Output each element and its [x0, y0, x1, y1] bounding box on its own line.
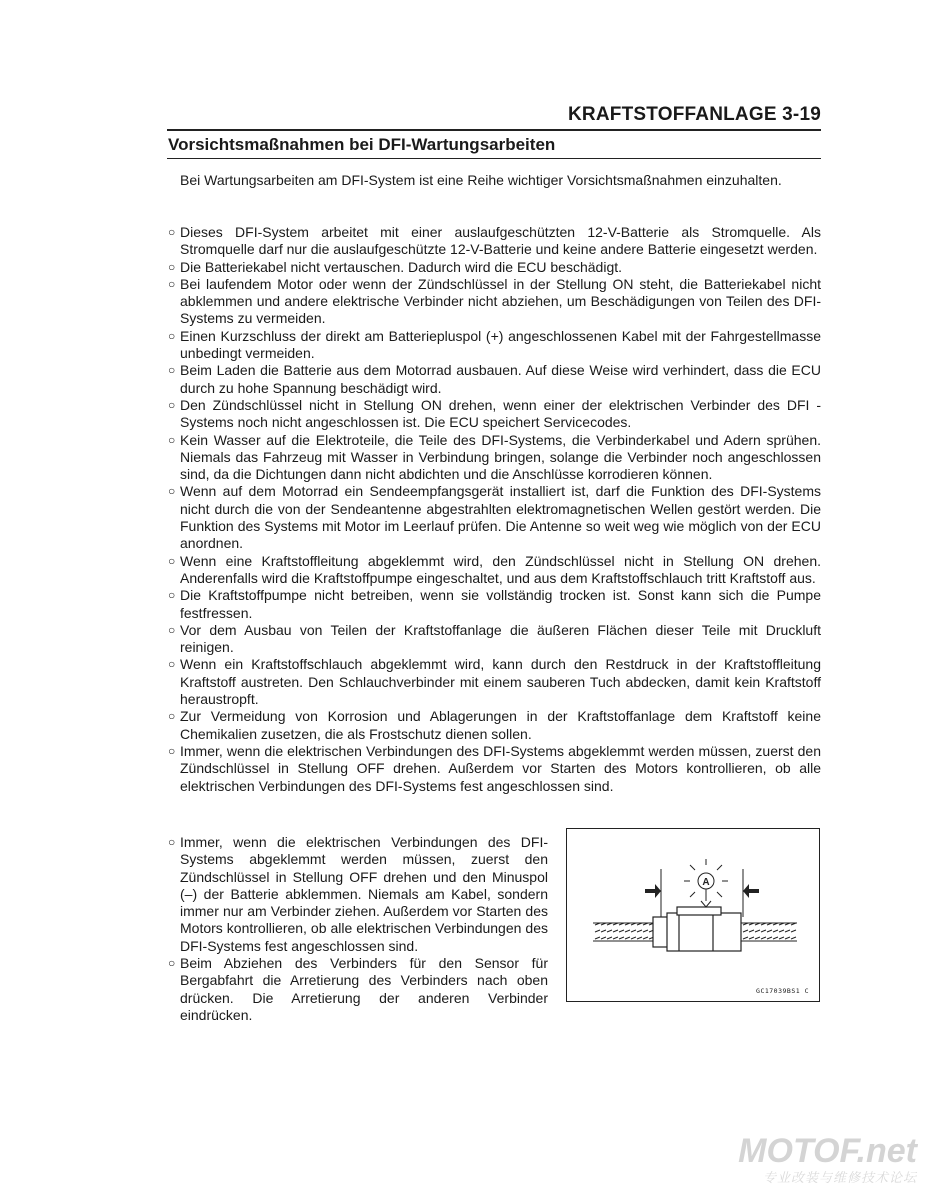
circle-bullet-icon: ○	[168, 259, 176, 274]
chapter-header: KRAFTSTOFFANLAGE 3-19	[568, 104, 821, 125]
watermark-tagline: 专业改装与维修技术论坛	[762, 1170, 917, 1185]
precaution-text: Die Kraftstoffpumpe nicht betreiben, wenn sie vollständig trocken ist. Sonst kann sich die Pumpe festfressen.	[180, 587, 821, 621]
circle-bullet-icon: ○	[168, 743, 176, 758]
precaution-text: Wenn eine Kraftstoffleitung abgeklemmt wird, den Zündschlüssel nicht in Stellung ON drehen. Anderenfalls wird die Kraftstoffpumpe eingeschaltet, und aus dem Kraftstoffschlauch tritt Kraftstoff aus.	[180, 552, 821, 586]
left-cable	[593, 923, 659, 941]
precaution-item	[168, 622, 821, 657]
watermark	[738, 1132, 917, 1186]
precaution-item	[168, 834, 548, 955]
precaution-item	[168, 362, 821, 397]
circle-bullet-icon: ○	[168, 328, 176, 343]
connector-diagram	[567, 829, 821, 1003]
connector-body	[653, 907, 741, 951]
right-cable	[739, 923, 797, 941]
circle-bullet-icon: ○	[168, 225, 176, 239]
intro-paragraph: Bei Wartungsarbeiten am DFI-System ist eine Reihe wichtiger Vorsichtsmaßnahmen einzuhalten.	[180, 172, 782, 188]
precaution-text: Wenn auf dem Motorrad ein Sendeempfangsgerät installiert ist, darf die Funktion des DFI-Systems nicht durch die von der Sendeantenne abgestrahlten elektromagnetischen Wellen gestört werden. Die Funktion des Systems mit Motor im Leerlauf prüfen. Die Antenne so weit weg wie möglich von der ECU anordnen.	[180, 483, 821, 552]
circle-bullet-icon: ○	[168, 363, 176, 378]
connector-precaution-list	[168, 834, 548, 1024]
header-rule	[167, 129, 821, 131]
precaution-item	[168, 259, 821, 276]
circle-bullet-icon: ○	[168, 432, 176, 447]
precaution-text: Beim Abziehen des Verbinders für den Sensor für Bergabfahrt die Arretierung des Verbinders nach oben drücken. Die Arretierung der anderen Verbinder eindrücken.	[180, 955, 548, 1023]
precaution-list	[168, 224, 821, 795]
precaution-item	[168, 587, 821, 622]
precaution-item	[168, 432, 821, 484]
circle-bullet-icon: ○	[168, 657, 176, 672]
circle-bullet-icon: ○	[168, 588, 176, 603]
precaution-text: Immer, wenn die elektrischen Verbindungen des DFI-Systems abgeklemmt werden müssen, zuerst den Zündschlüssel in Stellung OFF drehen und den Minuspol (–) der Batterie abklemmen. Niemals am Kabel, sondern immer nur am Verbinder ziehen. Außerdem vor Starten des Motors kontrollieren, ob alle elektrischen Verbindungen des DFI-Systems fest angeschlossen sind.	[180, 834, 548, 954]
precaution-text: Die Batteriekabel nicht vertauschen. Dadurch wird die ECU beschädigt.	[180, 258, 623, 275]
precaution-item	[168, 483, 821, 552]
right-press-arrow	[743, 884, 759, 898]
precaution-item	[168, 553, 821, 588]
precaution-text: Kein Wasser auf die Elektroteile, die Teile des DFI-Systems, die Verbinderkabel und Adern sprühen. Niemals das Fahrzeug mit Wasser in Verbindung bringen, solange die Verbinder noch angeschlossen sind, da die Dichtungen dann nicht abdichten und die Anschlüsse korrodieren können.	[180, 431, 821, 483]
section-rule	[167, 158, 821, 159]
circle-bullet-icon: ○	[168, 622, 176, 637]
watermark-logo: MOTOF.net	[738, 1132, 917, 1170]
circle-bullet-icon: ○	[168, 553, 176, 568]
precaution-text: Bei laufendem Motor oder wenn der Zündschlüssel in der Stellung ON steht, die Batteriekabel nicht abklemmen und andere elektrische Verbinder nicht abziehen, um Beschädigungen von Teilen des DFI-Systems zu vermeiden.	[180, 275, 821, 327]
precaution-text: Den Zündschlüssel nicht in Stellung ON drehen, wenn einer der elektrischen Verbinder des DFI -Systems noch nicht angeschlossen ist. Die ECU speichert Servicecodes.	[180, 396, 821, 431]
precaution-text: Beim Laden die Batterie aus dem Motorrad ausbauen. Auf diese Weise wird verhindert, dass die ECU durch zu hohe Spannung beschädigt wird.	[180, 362, 821, 396]
precaution-item	[168, 743, 821, 795]
precaution-item	[168, 328, 821, 363]
circle-bullet-icon: ○	[168, 835, 176, 849]
connector-figure	[566, 828, 820, 1002]
precaution-text: Vor dem Ausbau von Teilen der Kraftstoffanlage die äußeren Flächen dieser Teile mit Druckluft reinigen.	[180, 621, 821, 656]
circle-bullet-icon: ○	[168, 397, 176, 412]
figure-code: GC17039BS1 C	[756, 987, 809, 995]
precaution-text: Dieses DFI-System arbeitet mit einer auslaufgeschützten 12-V-Batterie als Stromquelle. Als Stromquelle darf nur die auslaufgeschützte 12-V-Batterie und keine andere Batterie eingesetzt werden.	[180, 224, 821, 258]
precaution-text: Immer, wenn die elektrischen Verbindungen des DFI-Systems abgeklemmt werden müssen, zuerst den Zündschlüssel in Stellung OFF drehen. Außerdem vor Starten des Motors kontrollieren, ob alle elektrischen Verbindungen des DFI-Systems fest angeschlossen sind.	[180, 742, 821, 794]
precaution-item	[168, 955, 548, 1024]
precaution-text: Einen Kurzschluss der direkt am Batteriepluspol (+) angeschlossenen Kabel mit der Fahrgestellmasse unbedingt vermeiden.	[180, 327, 821, 362]
precaution-item	[168, 397, 821, 432]
precaution-item	[168, 656, 821, 708]
circle-bullet-icon: ○	[168, 709, 176, 724]
precaution-text: Wenn ein Kraftstoffschlauch abgeklemmt wird, kann durch den Restdruck in der Kraftstoffleitung Kraftstoff austreten. Den Schlauchverbinder mit einem sauberen Tuch abdecken, damit kein Kraftstoff heraustropft.	[180, 656, 821, 708]
precaution-item	[168, 276, 821, 328]
precaution-item	[168, 708, 821, 743]
precaution-text: Zur Vermeidung von Korrosion und Ablagerungen in der Kraftstoffanlage dem Kraftstoff keine Chemikalien zusetzen, die als Frostschutz dienen sollen.	[180, 708, 821, 742]
circle-bullet-icon: ○	[168, 484, 176, 499]
precaution-item	[168, 224, 821, 259]
section-title: Vorsichtsmaßnahmen bei DFI-Wartungsarbeiten	[168, 135, 556, 154]
label-a: A	[702, 877, 710, 888]
circle-bullet-icon: ○	[168, 956, 176, 971]
left-press-arrow	[645, 884, 661, 898]
circle-bullet-icon: ○	[168, 276, 176, 291]
